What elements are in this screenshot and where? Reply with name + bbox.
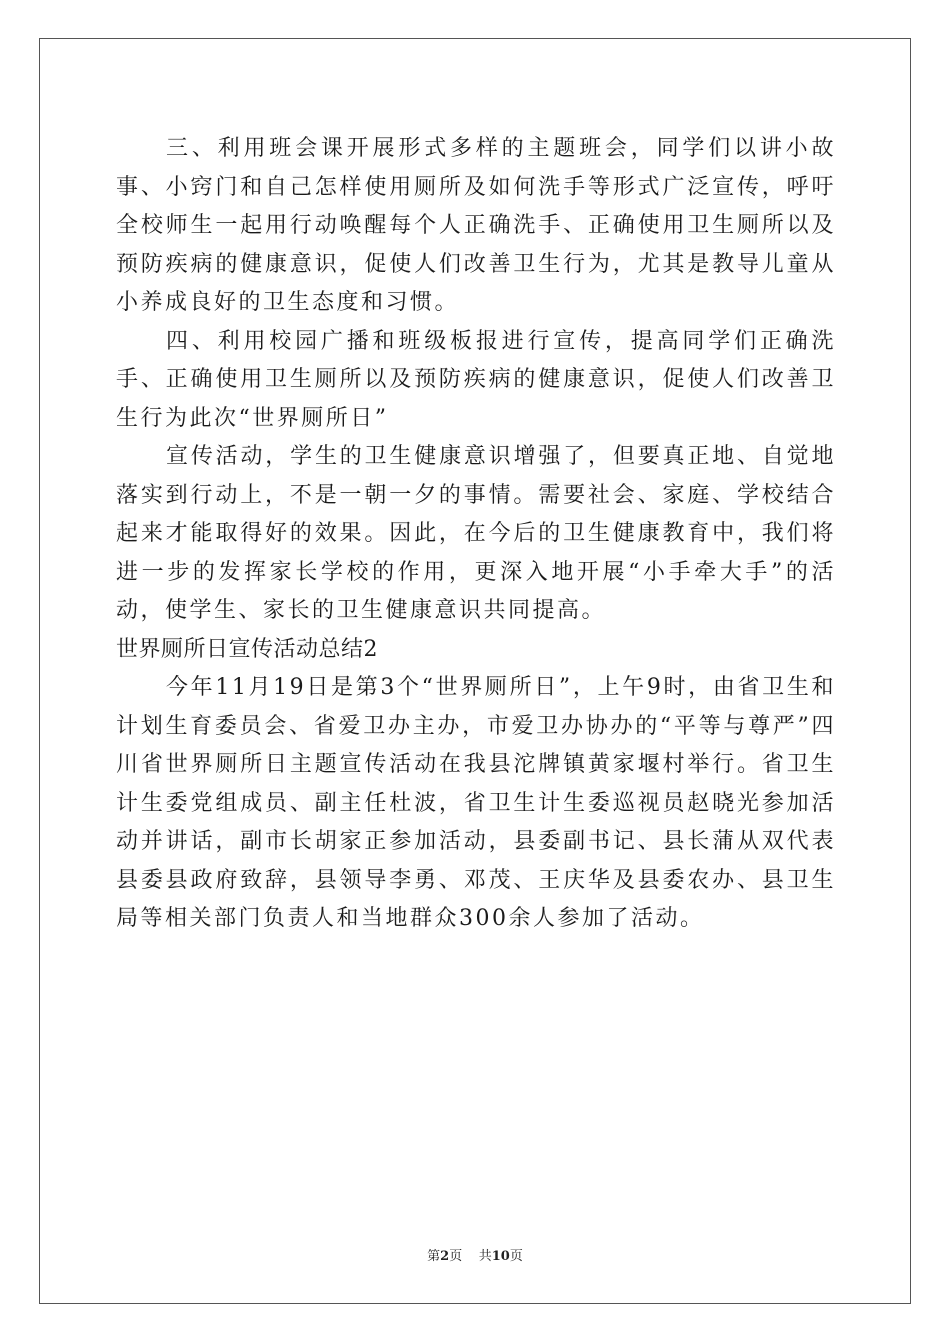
paragraph-4: 四、利用校园广播和班级板报进行宣传，提高同学们正确洗手、正确使用卫生厕所以及预防疾病的健康意识，促使人们改善卫生行为此次“世界厕所日” xyxy=(116,328,836,431)
page-total: 共10页 xyxy=(478,1249,523,1264)
section-heading: 世界厕所日宣传活动总结2 xyxy=(116,636,378,662)
page-footer xyxy=(0,1247,950,1267)
section-paragraph: 今年11月19日是第3个“世界厕所日”，上午9时，由省卫生和计划生育委员会、省爱卫办主办，市爱卫办协办的“平等与尊严”四川省世界厕所日主题宣传活动在我县沱牌镇黄家堰村举行。省卫生计生委党组成员、副主任杜波，省卫生计生委巡视员赵晓光参加活动并讲话，副市长胡家正参加活动，县委副书记、县长蒲从双代表县委县政府致辞，县领导李勇、邓茂、王庆华及县委农办、县卫生局等相关部门负责人和当地群众300余人参加了活动。 xyxy=(116,675,836,931)
page-number: 第2页 xyxy=(427,1249,463,1264)
paragraph-3: 三、利用班会课开展形式多样的主题班会，同学们以讲小故事、小窍门和自己怎样使用厕所及如何洗手等形式广泛宣传，呼吁全校师生一起用行动唤醒每个人正确洗手、正确使用卫生厕所以及预防疾病的健康意识，促使人们改善卫生行为，尤其是教导儿童从小养成良好的卫生态度和习惯。 xyxy=(116,136,836,315)
paragraph-conclusion: 宣传活动，学生的卫生健康意识增强了，但要真正地、自觉地落实到行动上，不是一朝一夕的事情。需要社会、家庭、学校结合起来才能取得好的效果。因此，在今后的卫生健康教育中，我们将进一步的发挥家长学校的作用，更深入地开展“小手牵大手”的活动，使学生、家长的卫生健康意识共同提高。 xyxy=(116,444,836,623)
document-body xyxy=(116,130,836,939)
